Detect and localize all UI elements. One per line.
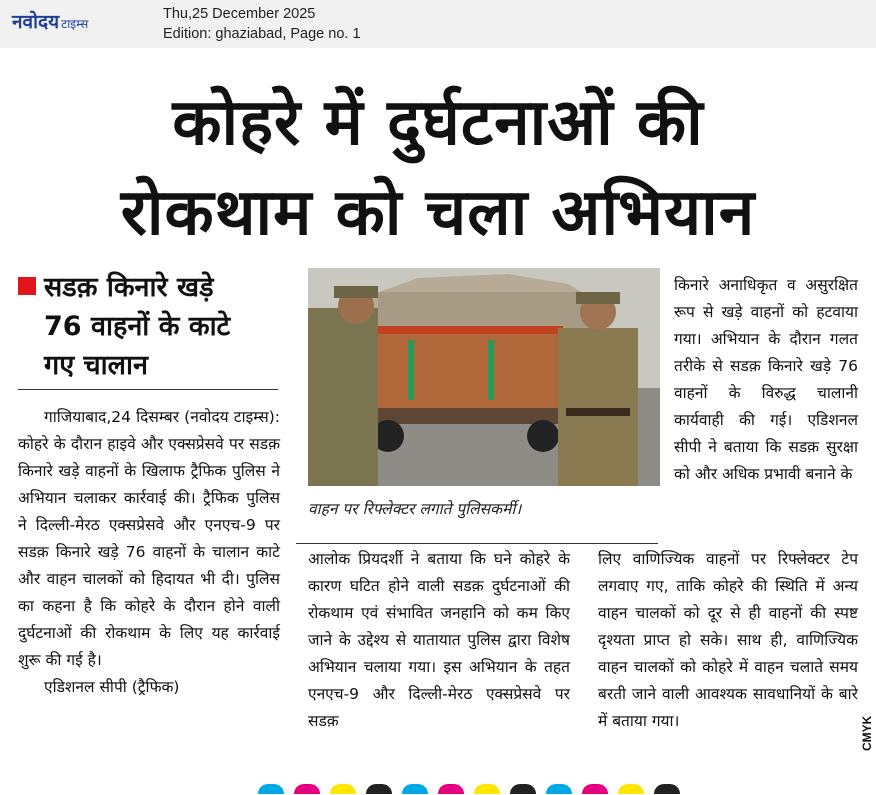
article-subhead: [18, 268, 280, 385]
logo-main-text: नवोदय: [12, 11, 60, 33]
column-3-top-text: किनारे अनाधिकृत व असुरक्षित रूप से खड़े वाहनों को हटवाया गया। अभियान के दौरान गलत तरीके से सडक़ किनारे खड़े 76 वाहनों के विरुद्ध चालानी कार्यवाही की गई। एडिशनल सीपी ने बताया कि सडक़ सुरक्षा को और अधिक प्रभावी बनाने के: [674, 276, 858, 483]
newspaper-logo: [12, 8, 88, 34]
article-headline: [0, 78, 876, 258]
registration-dot: [546, 784, 572, 794]
registration-dot: [474, 784, 500, 794]
column-divider: [296, 543, 658, 544]
registration-dot: [366, 784, 392, 794]
subhead-line-2: 76 वाहनों के काटे: [44, 311, 231, 342]
subhead-divider: [18, 389, 278, 390]
article-column-2: [308, 546, 570, 735]
column-1-paragraph-2: एडिशनल सीपी (ट्रैफिक): [44, 678, 180, 696]
registration-dot: [258, 784, 284, 794]
article-column-3-bottom: [598, 546, 858, 735]
registration-dot: [582, 784, 608, 794]
registration-dot: [618, 784, 644, 794]
registration-dot: [438, 784, 464, 794]
subhead-line-1: सडक़ किनारे खड़े: [44, 272, 214, 303]
registration-dot: [402, 784, 428, 794]
article-column-3-top: [674, 272, 858, 488]
edition-meta: [163, 4, 361, 44]
registration-dot: [330, 784, 356, 794]
photo-caption: वाहन पर रिफ्लेक्टर लगाते पुलिसकर्मी।: [308, 500, 522, 518]
masthead-bar: [0, 0, 876, 48]
registration-dot: [654, 784, 680, 794]
registration-color-strip: [0, 784, 876, 792]
cmyk-label: CMYK: [860, 715, 874, 751]
article-photo: [308, 268, 660, 486]
subhead-line-3: गए चालान: [44, 350, 148, 381]
edition-info: Edition: ghaziabad, Page no. 1: [163, 26, 361, 42]
registration-dot: [294, 784, 320, 794]
edition-date: Thu,25 December 2025: [163, 6, 316, 22]
red-square-bullet-icon: [18, 277, 36, 295]
logo-sub-text: टाइम्स: [61, 17, 89, 31]
registration-dot: [510, 784, 536, 794]
headline-line-1: कोहरे में दुर्घटनाओं की: [172, 86, 704, 160]
headline-line-2: रोकथाम को चला अभियान: [120, 176, 756, 250]
article-column-1: [18, 404, 280, 701]
column-1-paragraph-1: गाजियाबाद,24 दिसम्बर (नवोदय टाइम्स): कोहरे के दौरान हाइवे और एक्सप्रेसवे पर सडक़ किनारे खड़े वाहनों के खिलाफ ट्रैफिक पुलिस ने अभियान चलाकर कार्रवाई की। ट्रैफिक पुलिस ने दिल्ली-मेरठ एक्सप्रेसवे और एनएच-9 पर सडक़ किनारे खड़े 76 वाहनों के चालान काटे और वाहन चालकों को हिदायत भी दी। पुलिस का कहना है कि कोहरे के दौरान होने वाली दुर्घटनाओं की रोकथाम के लिए यह कार्रवाई शुरू की गई है।: [18, 408, 280, 669]
police-truck-photo-illustration: [308, 268, 660, 486]
column-3-bottom-text: लिए वाणिज्यिक वाहनों पर रिफ्लेक्टर टेप लगवाए गए, ताकि कोहरे की स्थिति में अन्य वाहन चालकों को दूर से ही वाहनों की स्पष्ट दृश्यता प्राप्त हो सके। साथ ही, वाणिज्यिक वाहन चालकों को कोहरे में वाहन चलाते समय बरती जाने वाली आवश्यक सावधानियों के बारे में बताया गया।: [598, 550, 858, 730]
column-2-text: आलोक प्रियदर्शी ने बताया कि घने कोहरे के कारण घटित होने वाली सडक़ दुर्घटनाओं की रोकथाम एवं संभावित जनहानि को कम किए जाने के उद्देश्य से यातायात पुलिस द्वारा विशेष अभियान चलाया गया। इस अभियान के तहत एनएच-9 और दिल्ली-मेरठ एक्सप्रेसवे पर सडक़: [308, 550, 570, 730]
